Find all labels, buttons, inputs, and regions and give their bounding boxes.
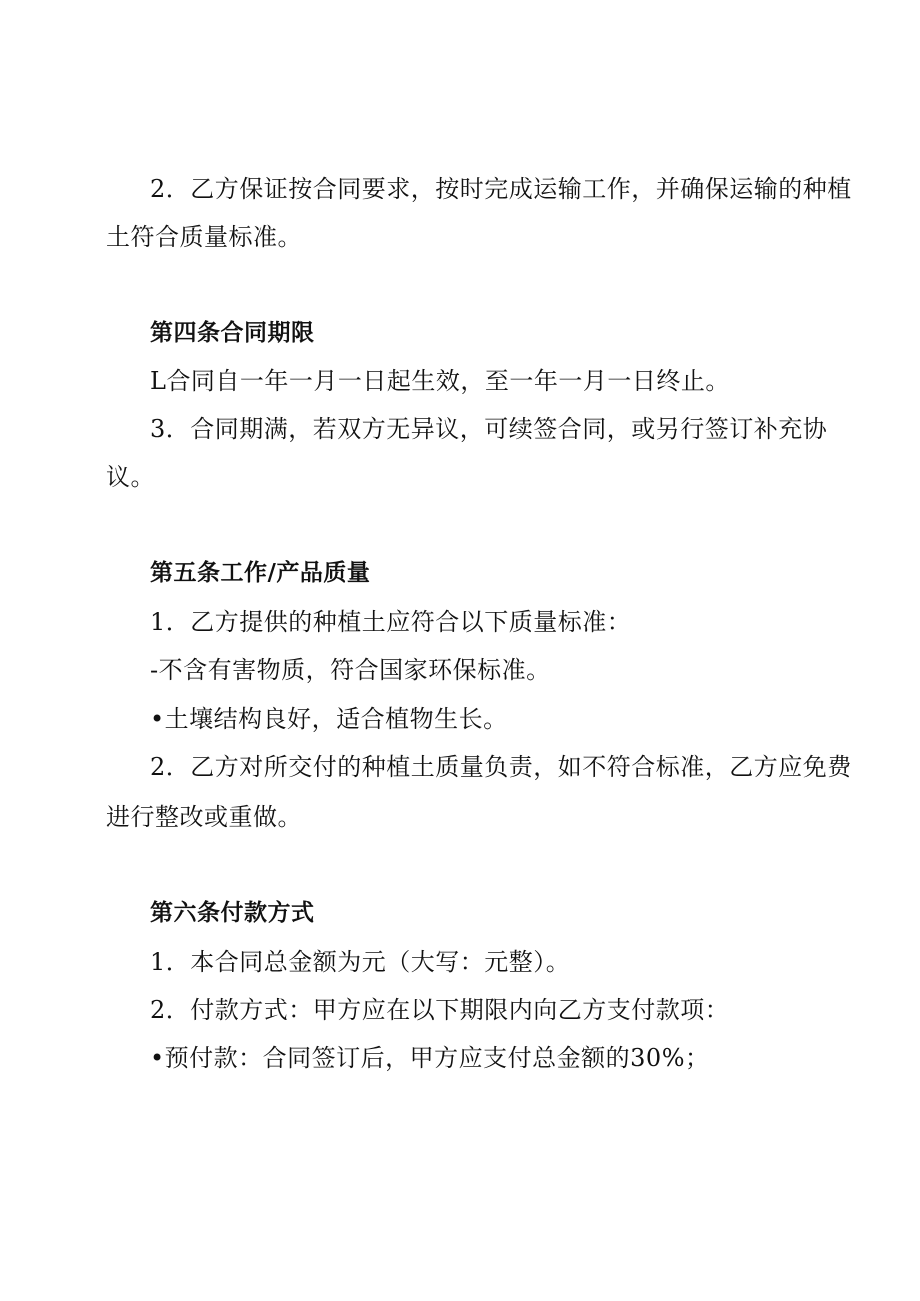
clause-3-item-2-line-2: 土符合质量标准。 [106,223,302,251]
clause-4-heading: 第四条合同期限 [150,320,315,346]
clause-6-bullet-1: •预付款：合同签订后，甲方应支付总金额的30%； [150,1044,710,1072]
clause-5-bullet-1: -不含有害物质，符合国家环保标准。 [150,656,551,684]
clause-6-item-1: 1．本合同总金额为元（大写：元整）。 [150,948,571,976]
clause-4-item-1: L合同自一年一月一日起生效，至一年一月一日终止。 [150,367,730,395]
clause-5-item-2-line-1: 2．乙方对所交付的种植土质量负责，如不符合标准，乙方应免费 [150,753,852,781]
clause-4-item-3-line-2: 议。 [106,463,155,491]
clause-5-heading: 第五条工作/产品质量 [150,560,371,586]
clause-6-heading: 第六条付款方式 [150,900,315,926]
clause-5-bullet-2: •土壤结构良好，适合植物生长。 [150,705,508,733]
clause-4-item-3-line-1: 3．合同期满，若双方无异议，可续签合同，或另行签订补充协 [150,415,828,443]
clause-3-item-2-line-1: 2．乙方保证按合同要求，按时完成运输工作，并确保运输的种植 [150,175,852,203]
clause-5-item-1: 1．乙方提供的种植土应符合以下质量标准： [150,608,632,636]
clause-6-item-2: 2．付款方式：甲方应在以下期限内向乙方支付款项： [150,996,730,1024]
clause-5-item-2-line-2: 进行整改或重做。 [106,803,302,831]
